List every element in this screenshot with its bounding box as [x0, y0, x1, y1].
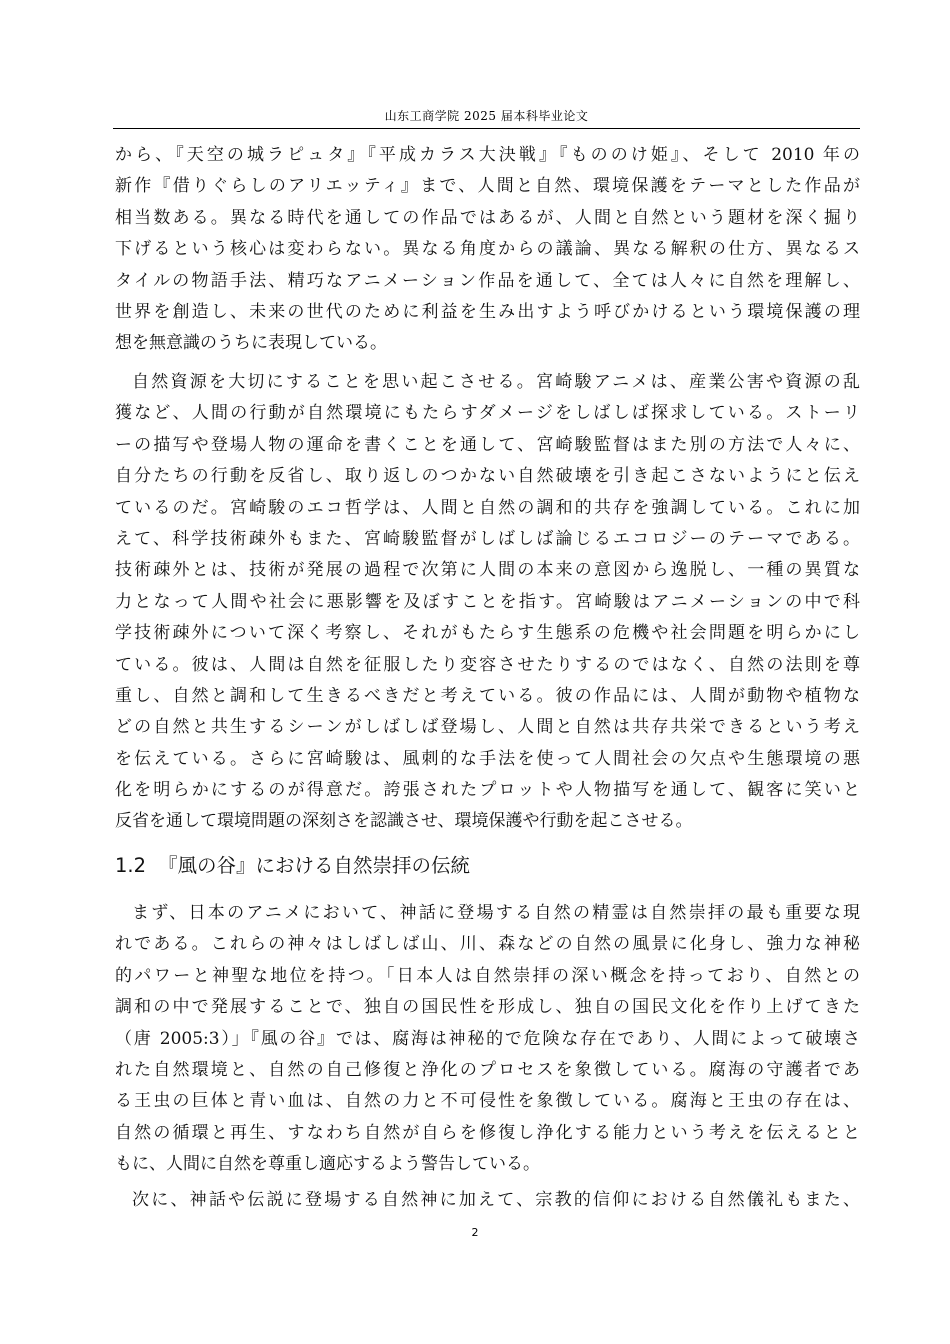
- text-line: 反省を通して環境問題の深刻さを認識させ、環境保護や行動を起こさせる。: [115, 811, 693, 832]
- text-line: 的パワーと神聖な地位を持つ。「日本人は自然崇拝の深い概念を持っており、自然との: [115, 965, 860, 986]
- header-rule: [113, 128, 860, 129]
- text-line: 化を明らかにするのが得意だ。誇張されたプロットや人物描写を通して、観客に笑いと: [115, 780, 860, 801]
- text-line: から、『天空の城ラピュタ』『平成カラス大決戦』『もののけ姫』、そして 2010 年の: [115, 145, 860, 165]
- text-line: 自然の循環と再生、すなわち自然が自らを修復し浄化する能力という考えを伝えるとと: [115, 1122, 860, 1143]
- text-line: ているのだ。宮崎駿のエコ哲学は、人間と自然の調和的共存を強調している。これに加: [115, 497, 860, 518]
- text-line: 調和の中で発展することで、独自の国民性を形成し、独自の国民文化を作り上げてきた: [115, 997, 860, 1018]
- section-title: 『風の谷』における自然崇拝の伝統: [158, 854, 471, 877]
- paragraph-rituals: [115, 1185, 860, 1216]
- text-line: 新作『借りぐらしのアリエッティ』まで、人間と自然、環境保護をテーマとした作品が: [115, 176, 860, 197]
- text-line: 想を無意識のうちに表現している。: [115, 333, 387, 354]
- text-line: ている。彼は、人間は自然を征服したり変容させたりするのではなく、自然の法則を尊: [115, 654, 860, 675]
- text-line: れである。これらの神々はしばしば山、川、森などの自然の風景に化身し、強力な神秘: [115, 934, 860, 955]
- text-line: 自然資源を大切にすることを思い起こさせる。宮崎駿アニメは、産業公害や資源の乱: [132, 372, 860, 392]
- text-line: タイルの物語手法、精巧なアニメーション作品を通して、全ては人々に自然を理解し、: [115, 270, 860, 291]
- section-number: 1.2: [115, 854, 147, 877]
- text-line: 下げるという核心は変わらない。異なる角度からの議論、異なる解釈の仕方、異なるス: [115, 239, 860, 260]
- text-line: 相当数ある。異なる時代を通しての作品ではあるが、人間と自然という題材を深く掘り: [115, 207, 860, 228]
- text-line: もに、人間に自然を尊重し適応するよう警告している。: [115, 1154, 540, 1175]
- text-line: 重し、自然と調和して生きるべきだと考えている。彼の作品には、人間が動物や植物な: [115, 685, 860, 706]
- text-line: ーの描写や登場人物の運命を書くことを通して、宮崎駿監督はまた別の方法で人々に、: [115, 434, 860, 455]
- section-heading: [115, 851, 470, 881]
- running-header: 山东工商学院 2025 届本科毕业论文: [384, 109, 589, 123]
- text-line: れた自然環境と、自然の自己修復と浄化のプロセスを象徴している。腐海の守護者であ: [115, 1059, 860, 1080]
- text-line: 世界を創造し、未来の世代のために利益を生み出すよう呼びかけるという環境保護の理: [115, 301, 860, 322]
- paragraph-nature-spirits: [115, 898, 860, 1181]
- paragraph-natural-resources: [115, 367, 860, 838]
- paragraph-continuation: [115, 140, 860, 360]
- page-number: 2: [471, 1226, 479, 1239]
- text-line: まず、日本のアニメにおいて、神話に登場する自然の精霊は自然崇拝の最も重要な現: [132, 903, 860, 923]
- text-line: えて、科学技術疎外もまた、宮崎駿監督がしばしば論じるエコロジーのテーマである。: [115, 528, 860, 549]
- text-line: 次に、神話や伝説に登場する自然神に加えて、宗教的信仰における自然儀礼もまた、: [132, 1190, 860, 1210]
- text-line: 獲など、人間の行動が自然環境にもたらすダメージをしばしば探求している。ストーリ: [115, 403, 860, 424]
- text-line: 自分たちの行動を反省し、取り返しのつかない自然破壊を引き起こさないようにと伝え: [115, 466, 860, 487]
- text-line: る王虫の巨体と青い血は、自然の力と不可侵性を象徴している。腐海と王虫の存在は、: [115, 1091, 860, 1112]
- text-line: 力となって人間や社会に悪影響を及ぼすことを指す。宮崎駿はアニメーションの中で科: [115, 591, 860, 612]
- text-line: （唐 2005:3）」『風の谷』では、腐海は神秘的で危険な存在であり、人間によって破壊さ: [115, 1028, 860, 1049]
- text-line: を伝えている。さらに宮崎駿は、風刺的な手法を使って人間社会の欠点や生態環境の悪: [115, 748, 860, 769]
- text-line: 学技術疎外について深く考察し、それがもたらす生態系の危機や社会問題を明らかにし: [115, 623, 860, 644]
- text-line: どの自然と共生するシーンがしばしば登場し、人間と自然は共存共栄できるという考え: [115, 717, 860, 738]
- text-line: 技術疎外とは、技術が発展の過程で次第に人間の本来の意図から逸脱し、一種の異質な: [115, 560, 860, 581]
